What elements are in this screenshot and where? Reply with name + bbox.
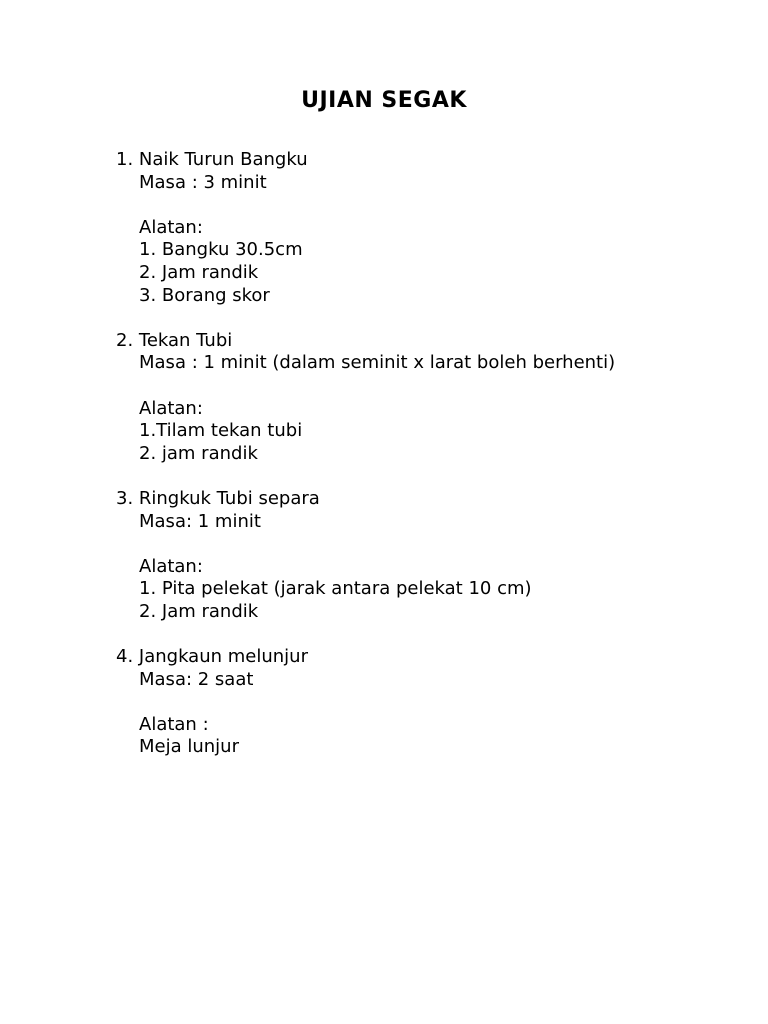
spacer [116, 375, 716, 398]
test-item-tekan-tubi [116, 330, 716, 466]
equipment-item: 2. Jam randik [139, 600, 259, 622]
equipment-label: Alatan: [139, 555, 203, 577]
test-duration: Masa : 1 minit (dalam seminit x larat boleh berhenti) [139, 352, 616, 374]
test-heading: 1. Naik Turun Bangku [116, 149, 308, 170]
spacer [116, 194, 716, 217]
test-item-naik-turun-bangku [116, 149, 716, 307]
equipment-item: 3. Borang skor [139, 284, 270, 306]
equipment-item: 1.Tilam tekan tubi [139, 420, 303, 442]
test-heading: 3. Ringkuk Tubi separa [116, 487, 320, 509]
test-heading: 2. Tekan Tubi [116, 329, 233, 351]
test-list [116, 149, 716, 782]
equipment-label: Alatan: [139, 397, 203, 419]
test-duration: Masa : 3 minit [139, 171, 267, 193]
equipment-item: Meja lunjur [139, 736, 239, 758]
equipment-label: Alatan: [139, 216, 203, 238]
spacer [116, 533, 716, 556]
equipment-label: Alatan : [139, 713, 209, 735]
spacer [116, 691, 716, 714]
test-duration: Masa: 1 minit [139, 510, 261, 532]
equipment-item: 1. Bangku 30.5cm [139, 239, 303, 261]
test-heading: 4. Jangkaun melunjur [116, 646, 308, 668]
test-duration: Masa: 2 saat [139, 668, 254, 690]
test-item-jangkaun-melunjur [116, 646, 716, 759]
equipment-item: 1. Pita pelekat (jarak antara pelekat 10 cm) [139, 578, 532, 600]
test-item-ringkuk-tubi-separa [116, 488, 716, 624]
document-title: UJIAN SEGAK [301, 88, 467, 113]
equipment-item: 2. Jam randik [139, 261, 259, 283]
equipment-item: 2. jam randik [139, 442, 258, 464]
